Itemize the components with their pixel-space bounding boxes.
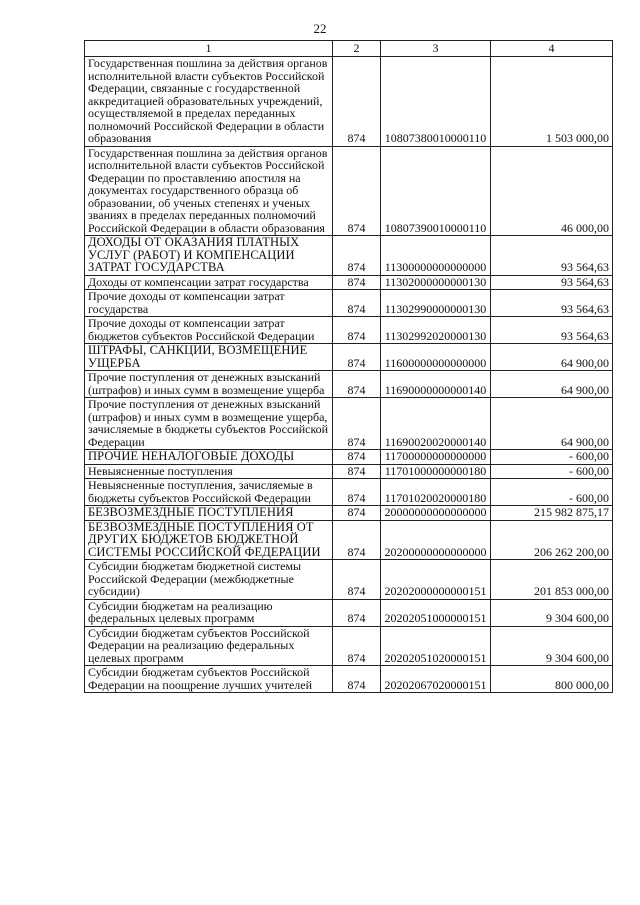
row-amount: - 600,00 <box>491 450 613 465</box>
row-admin-code: 874 <box>333 666 381 693</box>
row-admin-code: 874 <box>333 506 381 521</box>
row-amount: 93 564,63 <box>491 317 613 344</box>
row-admin-code: 874 <box>333 560 381 600</box>
row-amount: 64 900,00 <box>491 344 613 371</box>
row-name: Прочие доходы от компенсации затрат государства <box>85 290 333 317</box>
row-name: Невыясненные поступления <box>85 464 333 479</box>
row-classification-code: 10807380010000110 <box>381 57 491 147</box>
table-row <box>85 666 613 693</box>
row-name: ШТРАФЫ, САНКЦИИ, ВОЗМЕЩЕНИЕ УЩЕРБА <box>85 344 333 371</box>
row-classification-code: 11690000000000140 <box>381 371 491 398</box>
row-name: Субсидии бюджетам на реализацию федеральных целевых программ <box>85 599 333 626</box>
row-classification-code: 11302000000000130 <box>381 275 491 290</box>
row-admin-code: 874 <box>333 626 381 666</box>
row-amount: 9 304 600,00 <box>491 626 613 666</box>
row-admin-code: 874 <box>333 520 381 560</box>
row-name: Прочие доходы от компенсации затрат бюджетов субъектов Российской Федерации <box>85 317 333 344</box>
row-name: Субсидии бюджетам бюджетной системы Российской Федерации (межбюджетные субсидии) <box>85 560 333 600</box>
row-amount: 64 900,00 <box>491 398 613 450</box>
row-classification-code: 20202000000000151 <box>381 560 491 600</box>
row-name: ПРОЧИЕ НЕНАЛОГОВЫЕ ДОХОДЫ <box>85 450 333 465</box>
row-name: Прочие поступления от денежных взысканий (штрафов) и иных сумм в возмещение ущерба, зачисляемые в бюджеты субъектов Российской Федерации <box>85 398 333 450</box>
row-classification-code: 20202051000000151 <box>381 599 491 626</box>
row-amount: 201 853 000,00 <box>491 560 613 600</box>
row-admin-code: 874 <box>333 57 381 147</box>
row-classification-code: 20000000000000000 <box>381 506 491 521</box>
table-row <box>85 464 613 479</box>
row-amount: - 600,00 <box>491 464 613 479</box>
row-admin-code: 874 <box>333 236 381 276</box>
table-row <box>85 479 613 506</box>
row-classification-code: 11302992020000130 <box>381 317 491 344</box>
row-classification-code: 20202067020000151 <box>381 666 491 693</box>
row-amount: 1 503 000,00 <box>491 57 613 147</box>
column-header-1: 1 <box>85 41 333 57</box>
row-classification-code: 11690020020000140 <box>381 398 491 450</box>
row-name: Субсидии бюджетам субъектов Российской Федерации на поощрение лучших учителей <box>85 666 333 693</box>
table-row <box>85 599 613 626</box>
row-name: ДОХОДЫ ОТ ОКАЗАНИЯ ПЛАТНЫХ УСЛУГ (РАБОТ) И КОМПЕНСАЦИИ ЗАТРАТ ГОСУДАРСТВА <box>85 236 333 276</box>
row-admin-code: 874 <box>333 146 381 236</box>
row-amount: 93 564,63 <box>491 290 613 317</box>
row-admin-code: 874 <box>333 599 381 626</box>
row-admin-code: 874 <box>333 344 381 371</box>
row-classification-code: 11300000000000000 <box>381 236 491 276</box>
table-row <box>85 344 613 371</box>
table-row <box>85 146 613 236</box>
row-amount: 93 564,63 <box>491 275 613 290</box>
row-name: Невыясненные поступления, зачисляемые в бюджеты субъектов Российской Федерации <box>85 479 333 506</box>
row-admin-code: 874 <box>333 290 381 317</box>
column-header-3: 3 <box>381 41 491 57</box>
row-amount: - 600,00 <box>491 479 613 506</box>
table-row <box>85 398 613 450</box>
row-classification-code: 11600000000000000 <box>381 344 491 371</box>
row-amount: 206 262 200,00 <box>491 520 613 560</box>
row-admin-code: 874 <box>333 398 381 450</box>
budget-revenue-table <box>84 40 613 693</box>
row-classification-code: 11701020020000180 <box>381 479 491 506</box>
column-header-4: 4 <box>491 41 613 57</box>
row-name: БЕЗВОЗМЕЗДНЫЕ ПОСТУПЛЕНИЯ ОТ ДРУГИХ БЮДЖЕТОВ БЮДЖЕТНОЙ СИСТЕМЫ РОССИЙСКОЙ ФЕДЕРАЦИИ <box>85 520 333 560</box>
row-admin-code: 874 <box>333 450 381 465</box>
row-amount: 9 304 600,00 <box>491 599 613 626</box>
row-amount: 215 982 875,17 <box>491 506 613 521</box>
table-row <box>85 317 613 344</box>
row-classification-code: 11302990000000130 <box>381 290 491 317</box>
row-amount: 46 000,00 <box>491 146 613 236</box>
table-row <box>85 57 613 147</box>
table-row <box>85 290 613 317</box>
row-admin-code: 874 <box>333 317 381 344</box>
row-name: Государственная пошлина за действия органов исполнительной власти субъектов Российской Федерации по проставлению апостиля на документах государственного образца об образовании, об ученых степенях и ученых званиях в пределах переданных полномочий Российской Федерации в области образования <box>85 146 333 236</box>
row-amount: 64 900,00 <box>491 371 613 398</box>
table-row <box>85 371 613 398</box>
table-row <box>85 520 613 560</box>
row-admin-code: 874 <box>333 275 381 290</box>
row-classification-code: 11701000000000180 <box>381 464 491 479</box>
row-amount: 800 000,00 <box>491 666 613 693</box>
row-classification-code: 11700000000000000 <box>381 450 491 465</box>
row-classification-code: 20200000000000000 <box>381 520 491 560</box>
row-name: Доходы от компенсации затрат государства <box>85 275 333 290</box>
row-name: Государственная пошлина за действия органов исполнительной власти субъектов Российской Федерации, связанные с государственной аккредитацией образовательных учреждений, осуществляемой в пределах переданных полномочий Российской Федерации в области образования <box>85 57 333 147</box>
row-name: БЕЗВОЗМЕЗДНЫЕ ПОСТУПЛЕНИЯ <box>85 506 333 521</box>
table-row <box>85 560 613 600</box>
table-row <box>85 275 613 290</box>
row-name: Субсидии бюджетам субъектов Российской Федерации на реализацию федеральных целевых программ <box>85 626 333 666</box>
row-name: Прочие поступления от денежных взысканий (штрафов) и иных сумм в возмещение ущерба <box>85 371 333 398</box>
table-row <box>85 450 613 465</box>
row-amount: 93 564,63 <box>491 236 613 276</box>
page-number: 22 <box>313 21 327 36</box>
table-row <box>85 506 613 521</box>
row-admin-code: 874 <box>333 371 381 398</box>
row-admin-code: 874 <box>333 479 381 506</box>
column-header-2: 2 <box>333 41 381 57</box>
table-row <box>85 236 613 276</box>
row-classification-code: 10807390010000110 <box>381 146 491 236</box>
row-admin-code: 874 <box>333 464 381 479</box>
row-classification-code: 20202051020000151 <box>381 626 491 666</box>
table-row <box>85 626 613 666</box>
table-header-row <box>85 41 613 57</box>
